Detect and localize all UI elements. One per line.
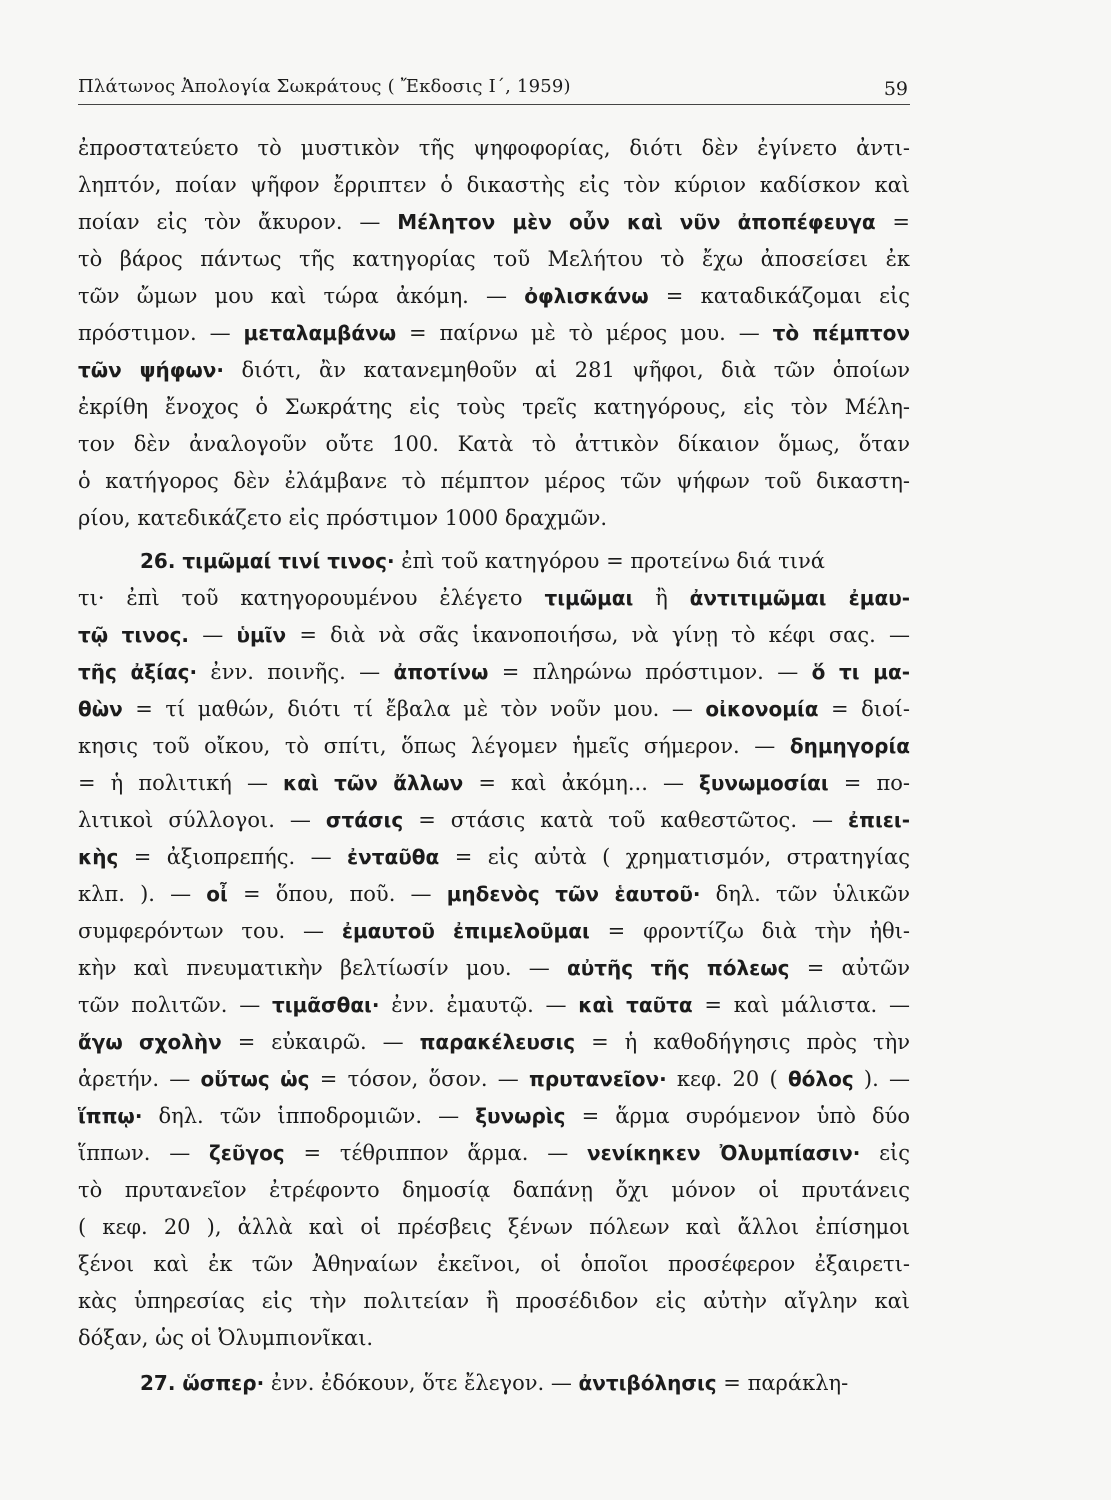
- text-run: ἐνν. ἐμαυτῷ. —: [379, 993, 579, 1017]
- lemma-term: θόλος: [787, 1067, 854, 1091]
- text-run: = καὶ μάλιστα. —: [692, 993, 910, 1017]
- text-run: τῶν πολιτῶν. —: [78, 993, 272, 1017]
- lemma-term: καὶ ταῦτα: [578, 993, 693, 1017]
- text-run: ). —: [853, 1067, 911, 1091]
- text-line: [78, 1365, 910, 1401]
- lemma-term: ξυνωμοσίαι: [699, 771, 829, 795]
- text-run: ( κεφ. 20 ), ἀλλὰ καὶ οἱ πρέσβεις ξένων πόλεων καὶ ἄλλοι ἐπίσημοι: [78, 1215, 910, 1239]
- text-run: = πο-: [828, 771, 910, 795]
- text-run: =: [875, 210, 911, 234]
- text-line: [78, 802, 910, 838]
- text-run: κεφ. 20 (: [666, 1067, 788, 1091]
- text-run: κλπ. ). —: [78, 882, 207, 906]
- text-run: ρίου, κατεδικάζετο εἰς πρόστιμον 1000 δραχμῶν.: [78, 506, 608, 530]
- running-title: Πλάτωνος Ἀπολογία Σωκράτους ( Ἔκδοσις Ι΄, 1959): [78, 76, 571, 97]
- text-line: [78, 1061, 910, 1097]
- page-number: 59: [883, 78, 908, 100]
- text-run: = φροντίζω διὰ τὴν ἠθι-: [589, 919, 910, 943]
- text-run: = αὐτῶν: [789, 956, 910, 980]
- lemma-term: μηδενὸς τῶν ἑαυτοῦ·: [446, 882, 701, 906]
- text-line: [78, 500, 910, 536]
- text-line: [78, 315, 910, 351]
- text-line: [78, 1024, 910, 1060]
- lemma-term: τιμῶμαι: [544, 586, 634, 610]
- lemma-term: ἐνταῦθα: [347, 845, 440, 869]
- text-run: = παίρνω μὲ τὸ μέρος μου. —: [396, 321, 773, 345]
- text-line: [78, 765, 910, 801]
- text-run: ἐνν. ποινῆς. —: [197, 660, 394, 684]
- text-line: [78, 654, 910, 690]
- text-line: [78, 913, 910, 949]
- text-run: τὸ βάρος πάντως τῆς κατηγορίας τοῦ Μελήτου τὸ ἔχω ἀποσείσει ἐκ: [78, 247, 910, 271]
- lemma-term: ἐπιει-: [848, 808, 910, 832]
- text-run: εἰς: [860, 1141, 910, 1165]
- text-run: = εἰς αὐτὰ ( χρηματισμόν, στρατηγίας: [439, 845, 910, 869]
- lemma-term: ζεῦγος: [208, 1141, 285, 1165]
- text-run: ἵππων. —: [78, 1141, 209, 1165]
- text-line: [78, 1098, 910, 1134]
- lemma-term: τῶν ψήφων·: [78, 358, 224, 382]
- lemma-term: ἐμαυτοῦ ἐπιμελοῦμαι: [341, 919, 590, 943]
- text-line: [78, 167, 910, 203]
- text-run: = διοί-: [818, 697, 911, 721]
- lemma-term: οὕτως ὡς: [200, 1067, 310, 1091]
- lemma-term: αὐτῆς τῆς πόλεως: [566, 956, 790, 980]
- text-run: κησις τοῦ οἴκου, τὸ σπίτι, ὅπως λέγομεν ἡμεῖς σήμερον. —: [78, 734, 790, 758]
- lemma-term: στάσις: [325, 808, 404, 832]
- text-run: = πληρώνω πρόστιμον. —: [488, 660, 812, 684]
- lemma-term: ἄγω σχολὴν: [78, 1030, 222, 1054]
- text-run: ἐνν. ἐδόκουν, ὅτε ἔλεγον. —: [264, 1371, 579, 1395]
- lemma-term: ἵππῳ·: [78, 1104, 143, 1128]
- lemma-term: κὴς: [78, 845, 119, 869]
- text-run: = τέθριππον ἅρμα. —: [284, 1141, 587, 1165]
- text-run: = ἅρμα συρόμενον ὑπὸ δύο: [565, 1104, 911, 1128]
- text-run: = ἡ καθοδήγησις πρὸς τὴν: [575, 1030, 910, 1054]
- text-run: ὁ κατήγορος δὲν ἐλάμβανε τὸ πέμπτον μέρος τῶν ψήφων τοῦ δικαστη-: [78, 469, 910, 493]
- text-run: = διὰ νὰ σᾶς ἱκανοποιήσω, νὰ γίνῃ τὸ κέφι σας. —: [286, 623, 911, 647]
- lemma-term: παρακέλευσις: [419, 1030, 576, 1054]
- text-run: ἐπὶ τοῦ κατηγόρου = προτείνω διά τινά: [394, 549, 825, 573]
- text-run: = ἀξιοπρεπής. —: [118, 845, 348, 869]
- text-run: δόξαν, ὡς οἱ Ὀλυμπιονῖκαι.: [78, 1326, 374, 1350]
- lemma-term: οἰκονομία: [705, 697, 819, 721]
- text-run: τον δὲν ἀναλογοῦν οὔτε 100. Κατὰ τὸ ἀττικὸν δίκαιον ὅμως, ὅταν: [78, 432, 910, 456]
- text-line: [78, 617, 910, 653]
- text-run: ληπτόν, ποίαν ψῆφον ἔρριπτεν ὁ δικαστὴς εἰς τὸν κύριον καδίσκον καὶ: [78, 173, 910, 197]
- text-run: κὴν καὶ πνευματικὴν βελτίωσίν μου. —: [78, 956, 567, 980]
- lemma-term: τῆς ἀξίας·: [78, 660, 198, 684]
- lemma-term: Μέλητον μὲν οὖν καὶ νῦν ἀποπέφευγα: [397, 210, 876, 234]
- text-run: ἐπροστατεύετο τὸ μυστικὸν τῆς ψηφοφορίας, διότι δὲν ἐγίνετο ἀντι-: [78, 136, 910, 160]
- text-run: = καταδικάζομαι εἰς: [648, 284, 911, 308]
- lemma-term: ὑμῖν: [236, 623, 287, 647]
- text-line: [78, 204, 910, 240]
- text-line: [78, 580, 910, 616]
- page-header: [78, 70, 910, 105]
- text-run: = εὐκαιρῶ. —: [221, 1030, 420, 1054]
- text-line: [78, 1246, 910, 1282]
- lemma-term: 26. τιμῶμαί τινί τινος·: [140, 549, 395, 573]
- text-run: ξένοι καὶ ἐκ τῶν Ἀθηναίων ἐκεῖνοι, οἱ ὁποῖοι προσέφερον ἐξαιρετι-: [78, 1252, 910, 1276]
- text-run: συμφερόντων του. —: [78, 919, 342, 943]
- lemma-term: ἀντιτιμῶμαι ἐμαυ-: [689, 586, 911, 610]
- text-line: [78, 426, 910, 462]
- text-line: [78, 278, 910, 314]
- text-run: λιτικοὶ σύλλογοι. —: [78, 808, 326, 832]
- lemma-term: μεταλαμβάνω: [243, 321, 397, 345]
- text-run: δηλ. τῶν ἱπποδρομιῶν. —: [142, 1104, 476, 1128]
- lemma-term: τιμᾶσθαι·: [271, 993, 380, 1017]
- text-line: [78, 389, 910, 425]
- text-run: = ἡ πολιτική —: [78, 771, 284, 795]
- text-run: ἐκρίθη ἔνοχος ὁ Σωκράτης εἰς τοὺς τρεῖς κατηγόρους, εἰς τὸν Μέλη-: [78, 395, 910, 419]
- lemma-term: ὀφλισκάνω: [524, 284, 649, 308]
- lemma-term: οἶ: [206, 882, 228, 906]
- lemma-term: δημηγορία: [789, 734, 910, 758]
- text-line: [78, 352, 910, 388]
- lemma-term: ὅ τι μα-: [811, 660, 910, 684]
- text-line: [78, 241, 910, 277]
- text-run: = ὅπου, ποῦ. —: [227, 882, 447, 906]
- lemma-term: τὸ πέμπτον: [772, 321, 910, 345]
- text-run: κὰς ὑπηρεσίας εἰς τὴν πολιτείαν ἢ προσέδιδον εἰς αὐτὴν αἴγλην καὶ: [78, 1289, 910, 1313]
- lemma-term: καὶ τῶν ἄλλων: [283, 771, 464, 795]
- text-run: ποίαν εἰς τὸν ἄκυρον. —: [78, 210, 398, 234]
- text-line: [78, 987, 910, 1023]
- text-run: τῶν ὤμων μου καὶ τώρα ἀκόμη. —: [78, 284, 525, 308]
- lemma-term: 27. ὥσπερ·: [140, 1371, 265, 1395]
- text-run: τὸ πρυτανεῖον ἐτρέφοντο δημοσίᾳ δαπάνῃ ὄχι μόνον οἱ πρυτάνεις: [78, 1178, 910, 1202]
- text-run: ἢ: [633, 586, 690, 610]
- text-run: δηλ. τῶν ὑλικῶν: [700, 882, 911, 906]
- text-line: [78, 1209, 910, 1245]
- text-line: [78, 1283, 910, 1319]
- lemma-term: θὼν: [78, 697, 123, 721]
- text-run: —: [189, 623, 237, 647]
- text-run: = καὶ ἀκόμη... —: [463, 771, 700, 795]
- text-line: [78, 543, 910, 579]
- text-run: = τί μαθών, διότι τί ἔβαλα μὲ τὸν νοῦν μου. —: [122, 697, 706, 721]
- text-run: ἀρετήν. —: [78, 1067, 201, 1091]
- text-run: = τόσον, ὅσον. —: [309, 1067, 530, 1091]
- lemma-term: ἀποτίνω: [393, 660, 489, 684]
- text-line: [78, 691, 910, 727]
- text-run: διότι, ἂν κατανεμηθοῦν αἱ 281 ψῆφοι, διὰ τῶν ὁποίων: [223, 358, 910, 382]
- text-line: [78, 1135, 910, 1171]
- text-run: = παράκλη-: [716, 1371, 849, 1395]
- text-run: πρόστιμον. —: [78, 321, 244, 345]
- lemma-term: τῷ τινος.: [78, 623, 190, 647]
- text-line: [78, 876, 910, 912]
- text-line: [78, 463, 910, 499]
- text-line: [78, 839, 910, 875]
- lemma-term: ἀντιβόλησις: [578, 1371, 717, 1395]
- text-line: [78, 1172, 910, 1208]
- text-line: [78, 130, 910, 166]
- text-line: [78, 728, 910, 764]
- lemma-term: πρυτανεῖον·: [529, 1067, 667, 1091]
- text-line: [78, 1320, 910, 1356]
- text-line: [78, 950, 910, 986]
- text-run: = στάσις κατὰ τοῦ καθεστῶτος. —: [403, 808, 849, 832]
- lemma-term: ξυνωρὶς: [475, 1104, 566, 1128]
- text-run: τι· ἐπὶ τοῦ κατηγορουμένου ἐλέγετο: [78, 586, 545, 610]
- lemma-term: νενίκηκεν Ὀλυμπίασιν·: [586, 1141, 861, 1165]
